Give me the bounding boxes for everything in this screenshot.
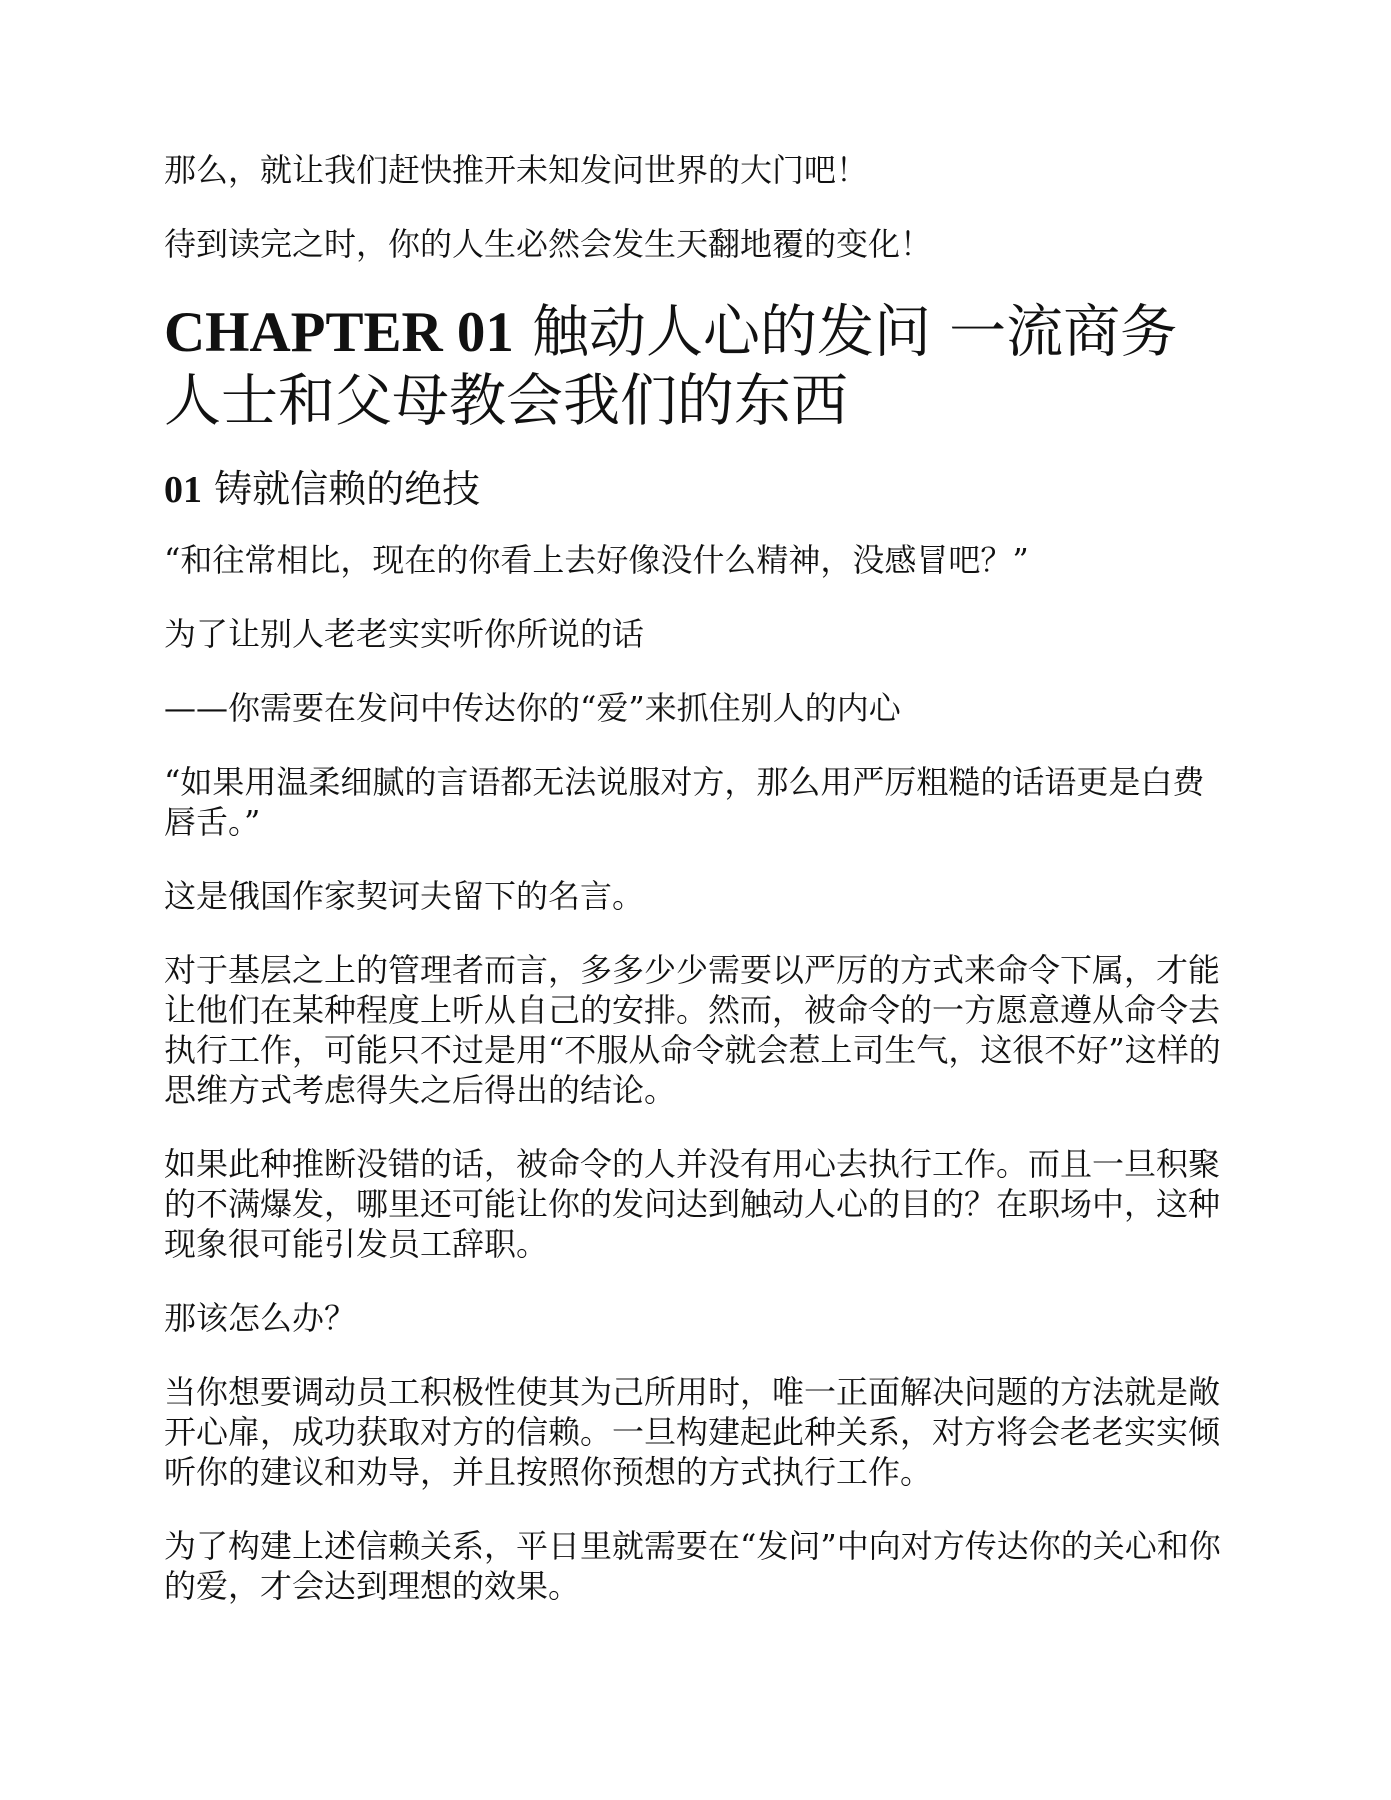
body-paragraph-1: “和往常相比，现在的你看上去好像没什么精神，没感冒吧？” (164, 541, 1029, 579)
body-paragraph-10: 为了构建上述信赖关系，平日里就需要在“发问”中向对方传达你的关心和你的爱，才会达到理想的效果。 (164, 1527, 1221, 1605)
body-paragraph-2: 为了让别人老老实实听你所说的话 (164, 615, 645, 653)
section-heading (164, 465, 1228, 514)
chapter-title-text: 触动人心的发问 一流商务人士和父母教会我们的东西 (164, 299, 1178, 434)
chapter-heading (164, 298, 1228, 435)
body-paragraph-5: 这是俄国作家契诃夫留下的名言。 (164, 877, 645, 915)
section-title-text: 铸就信赖的绝技 (202, 467, 481, 511)
document-page (164, 150, 1228, 1640)
body-paragraph-7: 如果此种推断没错的话，被命令的人并没有用心去执行工作。而且一旦积聚的不满爆发，哪里还可能让你的发问达到触动人心的目的？在职场中，这种现象很可能引发员工辞职。 (164, 1145, 1221, 1263)
body-paragraph-8: 那该怎么办？ (164, 1299, 357, 1337)
body-paragraph-9: 当你想要调动员工积极性使其为己所用时，唯一正面解决问题的方法就是敞开心扉，成功获取对方的信赖。一旦构建起此种关系，对方将会老老实实倾听你的建议和劝导，并且按照你预想的方式执行工作。 (164, 1373, 1221, 1491)
body-paragraph-6: 对于基层之上的管理者而言，多多少少需要以严厉的方式来命令下属，才能让他们在某种程度上听从自己的安排。然而，被命令的一方愿意遵从命令去执行工作，可能只不过是用“不服从命令就会惹上司生气，这很不好”这样的思维方式考虑得失之后得出的结论。 (164, 951, 1221, 1109)
body-paragraph-4: “如果用温柔细腻的言语都无法说服对方，那么用严厉粗糙的话语更是白费唇舌。” (164, 763, 1205, 841)
intro-paragraph-1: 那么，就让我们赶快推开未知发问世界的大门吧！ (164, 151, 869, 189)
chapter-label: CHAPTER 01 (164, 301, 514, 364)
body-paragraph-3: ——你需要在发问中传达你的“爱”来抓住别人的内心 (164, 689, 901, 727)
section-number: 01 (164, 469, 202, 511)
intro-paragraph-2: 待到读完之时，你的人生必然会发生天翻地覆的变化！ (164, 225, 933, 263)
